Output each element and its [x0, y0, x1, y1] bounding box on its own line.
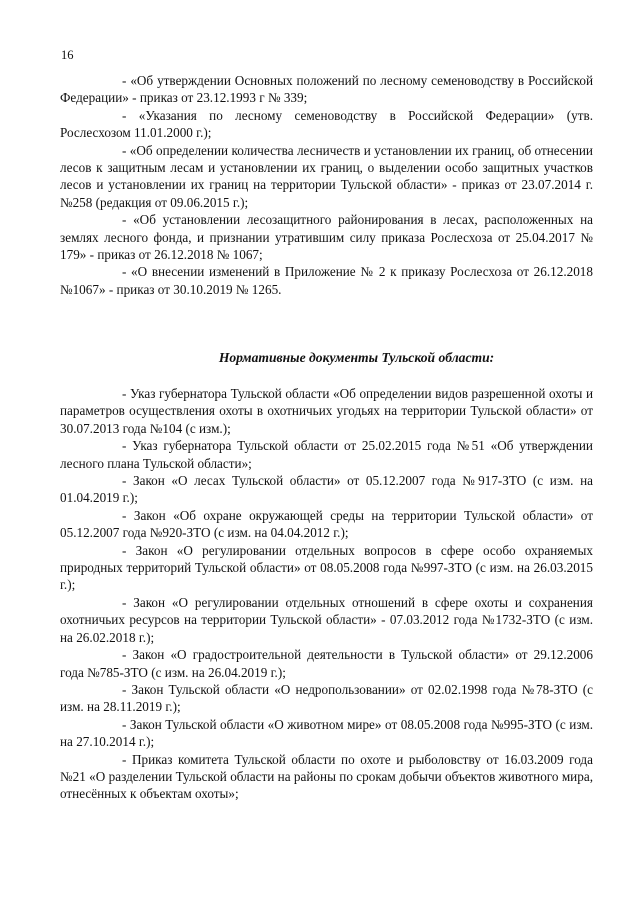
regional-item-1: - Указ губернатора Тульской области «Об определении видов разрешенной охоты и параметров осуществления охоты в охотничьих угодьях на территории Тульской области» от 30.07.2013 года №104 (с изм.); [60, 386, 593, 436]
regional-item-5: - Закон «О регулировании отдельных вопросов в сфере особо охраняемых природных территорий Тульской области» от 08.05.2008 года №997-ЗТО (с изм. на 26.03.2015 г.); [60, 542, 593, 593]
page-number: 16 [61, 48, 74, 62]
regional-documents-list [60, 385, 593, 803]
federal-item-2: - «Указания по лесному семеноводству в Российской Федерации» (утв. Рослесхозом 11.01.2000 г.); [60, 107, 593, 141]
federal-item-3: - «Об определении количества лесничеств и установлении их границ, об отнесении лесов к защитным лесам и установлении их границ, о выделении особо защитных участков лесов и установлении их границ на территории Тульской области» - приказ от 23.07.2014 г. №258 (редакция от 09.06.2015 г.); [60, 142, 593, 210]
regional-item-7: - Закон «О градостроительной деятельности в Тульской области» от 29.12.2006 года №785-ЗТО (с изм. на 26.04.2019 г.); [60, 647, 593, 680]
federal-item-4: - «Об установлении лесозащитного районирования в лесах, расположенных на землях лесного фонда, и признании утратившим силу приказа Рослесхоза от 25.04.2017 № 179» - приказ от 26.12.2018 № 1067; [60, 212, 593, 263]
federal-item-5: - «О внесении изменений в Приложение № 2 к приказу Рослесхоза от 26.12.2018 №1067» - приказ от 30.10.2019 № 1265. [60, 264, 593, 297]
regional-item-6: - Закон «О регулировании отдельных отношений в сфере охоты и сохранения охотничьих ресурсов на территории Тульской области» - 07.03.2012 года №1732-ЗТО (с изм. на 26.02.2018 г.); [60, 594, 593, 645]
federal-item-1: - «Об утверждении Основных положений по лесному семеноводству в Российской Федерации» - приказ от 23.12.1993 г № 339; [60, 73, 593, 106]
regional-item-10: - Приказ комитета Тульской области по охоте и рыболовству от 16.03.2009 года №21 «О разделении Тульской области на районы по срокам добычи объектов животного мира, отнесённых к объектам охоты»; [60, 751, 593, 802]
federal-documents-list [60, 72, 593, 298]
regional-item-9: - Закон Тульской области «О животном мире» от 08.05.2008 года №995-ЗТО (с изм. на 27.10.2014 г.); [60, 716, 593, 750]
regional-documents-heading: Нормативные документы Тульской области: [218, 350, 495, 365]
regional-item-2: - Указ губернатора Тульской области от 25.02.2015 года №51 «Об утверждении лесного плана Тульской области»; [60, 438, 593, 471]
regional-item-3: - Закон «О лесах Тульской области» от 05.12.2007 года №917-ЗТО (с изм. на 01.04.2019 г.); [60, 473, 593, 506]
regional-item-4: - Закон «Об охране окружающей среды на территории Тульской области» от 05.12.2007 года №920-ЗТО (с изм. на 04.04.2012 г.); [60, 507, 593, 541]
regional-item-8: - Закон Тульской области «О недропользовании» от 02.02.1998 года №78-ЗТО (с изм. на 28.11.2019 г.); [60, 681, 593, 715]
